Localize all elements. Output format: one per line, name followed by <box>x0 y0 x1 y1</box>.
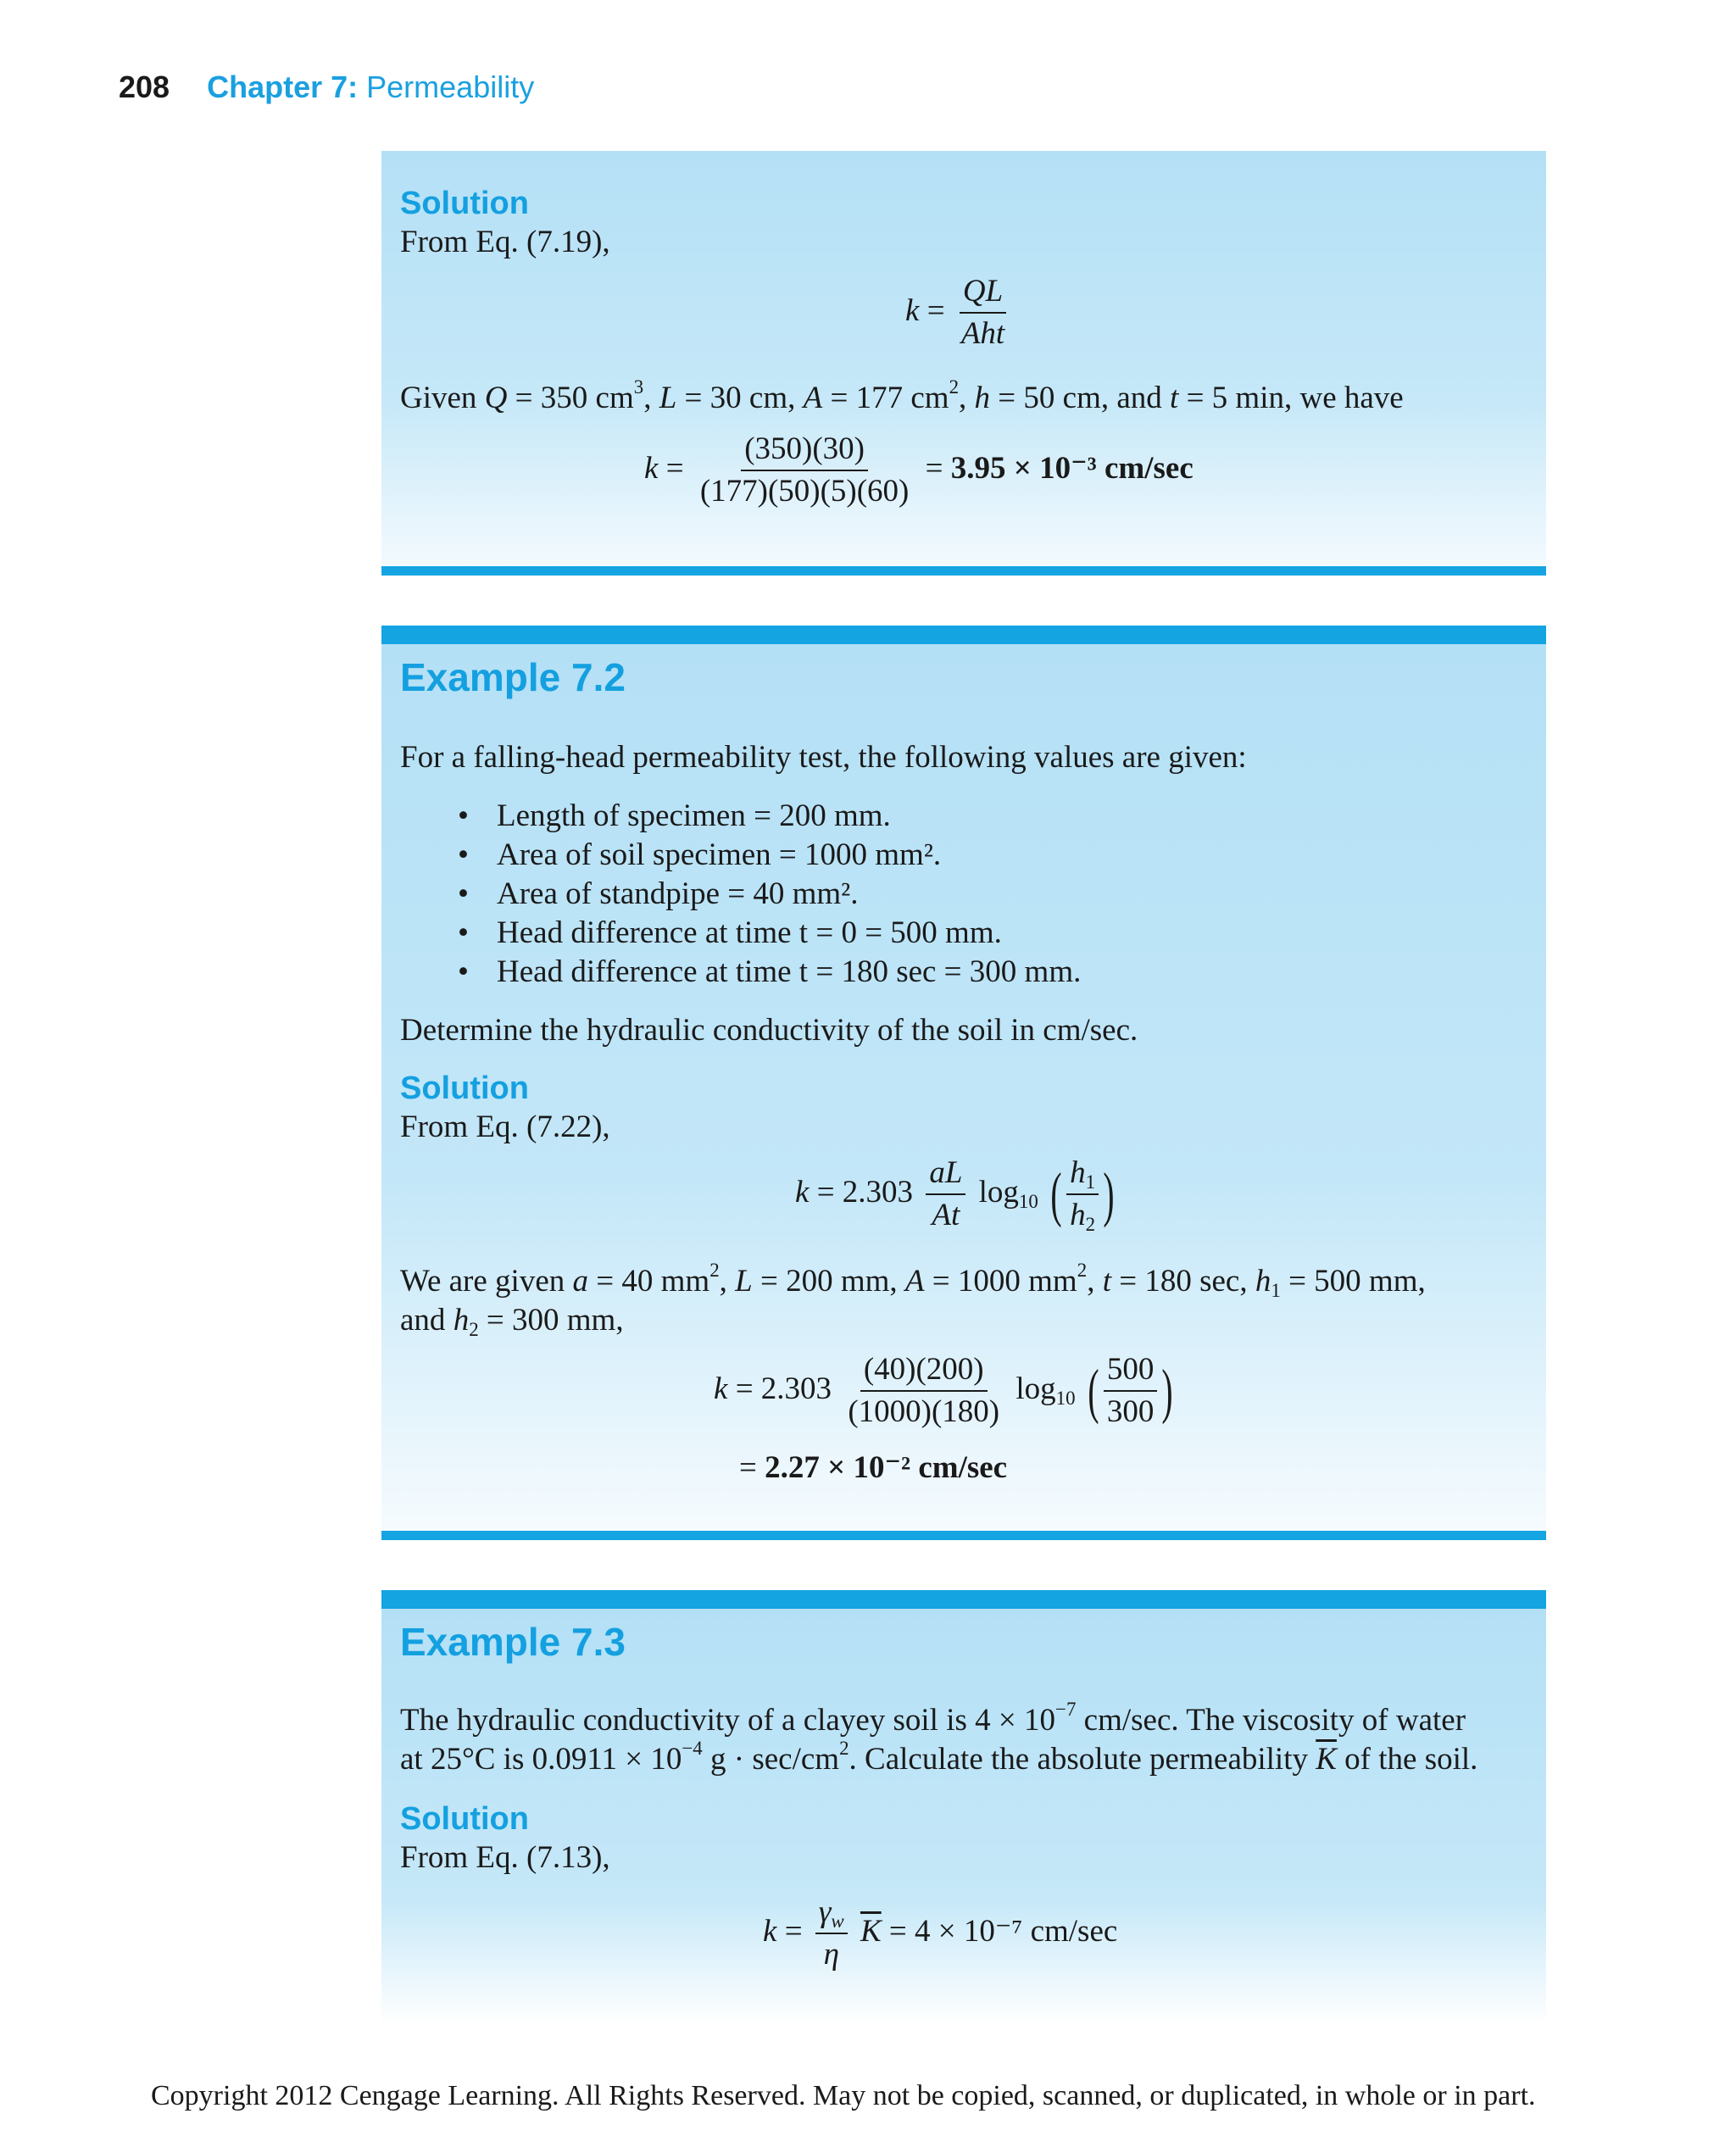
example-top-bar <box>381 626 1546 644</box>
list-item: • Head difference at time t = 180 sec = 300 mm. <box>458 954 1082 989</box>
given-values-line-1: We are given a = 40 $mm^2$, L = 200 mm, A = 1000 $mm^2$, t = 180 sec, $h_1 = 500$ mm, <box>400 1259 1426 1301</box>
example-top-bar <box>381 1590 1546 1609</box>
given-values-list <box>458 797 1081 992</box>
given-values-line-2: and $h_2 = 300$ mm, <box>400 1303 624 1340</box>
solution-heading: Solution <box>400 186 529 221</box>
list-item: • Area of standpipe = 40 mm². <box>458 876 859 911</box>
box-divider <box>381 1531 1546 1540</box>
equation-k-ql-aht: k = $\frac{QL}{\text{Aht}}$ <box>905 274 1005 352</box>
box-divider <box>381 566 1546 576</box>
from-equation-ref: From Eq. (7.22), <box>400 1110 610 1144</box>
copyright-footer: Copyright 2012 Cengage Learning. All Rights Reserved. May not be copied, scanned, or duplicated, in whole or in part. <box>151 2080 1536 2111</box>
example-7-3-title: Example 7.3 <box>400 1620 626 1664</box>
equation-result-7-2: = 2.27 × 10⁻² cm/sec <box>739 1450 1008 1485</box>
example-7-2-title: Example 7.2 <box>400 655 626 699</box>
chapter-label: Chapter 7: <box>207 70 359 104</box>
list-item: • Area of soil specimen = 1000 mm². <box>458 837 942 872</box>
solution-heading: Solution <box>400 1071 529 1106</box>
result-7-1: 3.95 × 10⁻³ cm/sec <box>950 450 1194 486</box>
solution-heading: Solution <box>400 1801 529 1837</box>
from-equation-ref: From Eq. (7.13), <box>400 1840 610 1875</box>
given-values-line: Given Q = 350 $cm^3$, L = 30 cm, A = 177 $cm^2$, h = 50 cm, and t = 5 min, we have <box>400 375 1404 415</box>
page-number: 208 <box>119 70 170 104</box>
result-7-2: 2.27 × 10⁻² cm/sec <box>765 1450 1008 1485</box>
example-7-3-problem-line-2: at 25°C is $0.0911 \times 10^{-4}$ $g \cdot \sec/cm^2$. Calculate the absolute permeability $\overline{K}$ of the soil. <box>400 1737 1478 1777</box>
equation-k-result-7-1: k = $\frac{(350)(30)}{(177)(50)(5)(60)}$ = 3.95 × 10⁻³ cm/sec <box>644 431 1194 509</box>
equation-k-substituted-7-2: k = 2.303 $\frac{(40)(200)}{(1000)(180)}$ $\log_{10}$ ( $\frac{500}{300}$ ) <box>714 1352 1173 1430</box>
list-item: • Head difference at time t = 0 = 500 mm. <box>458 915 1002 950</box>
from-equation-ref: From Eq. (7.19), <box>400 225 610 259</box>
result-7-3: 4 × 10⁻⁷ cm/sec <box>915 1913 1118 1949</box>
chapter-title: Permeability <box>366 70 535 104</box>
equation-falling-head: k = 2.303 $\frac{aL}{At}$ $\log_{10}$ ( $\frac{h_1}{h_2}$ ) <box>795 1155 1115 1236</box>
example-7-2-question: Determine the hydraulic conductivity of the soil in cm/sec. <box>400 1013 1138 1048</box>
equation-absolute-permeability: k = $\frac{\gamma_w}{\eta}$ $\overline{K} = 4 \times 10^{-7}$ cm/sec <box>763 1894 1118 1972</box>
running-header <box>119 70 534 105</box>
list-item: • Length of specimen = 200 mm. <box>458 798 891 833</box>
example-7-2-intro: For a falling-head permeability test, the following values are given: <box>400 740 1247 775</box>
example-7-3-problem-line-1: The hydraulic conductivity of a clayey soil is $4 \times 10^{-7}$ cm/sec. The viscosity of water <box>400 1698 1466 1738</box>
